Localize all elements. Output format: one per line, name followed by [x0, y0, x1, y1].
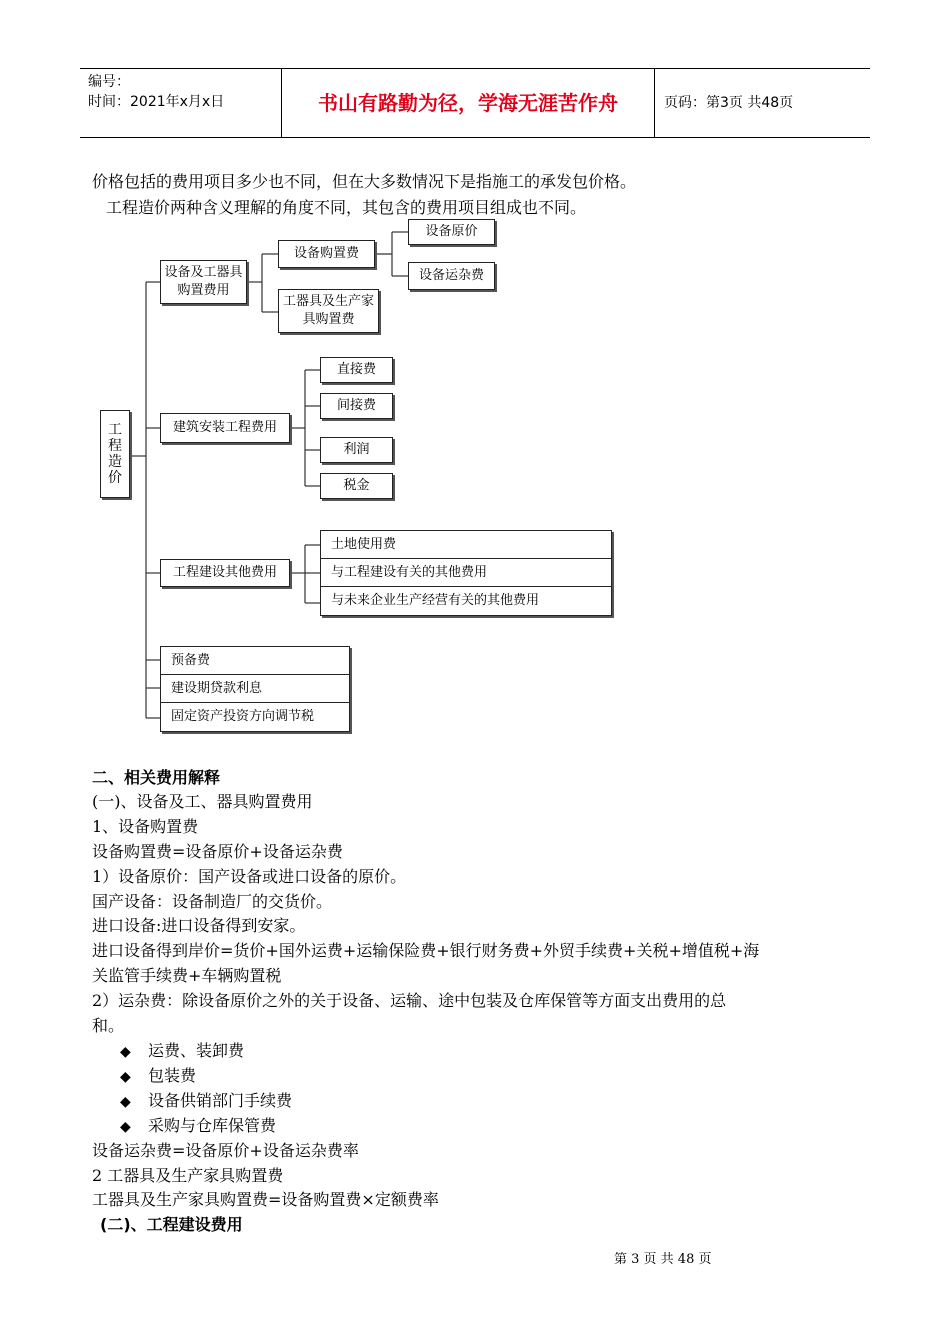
root-box: 工程造价	[100, 410, 130, 498]
number-label: 编号：	[88, 74, 130, 90]
subsection-1: (一)、设备及工、器具购置费用	[92, 792, 313, 811]
other-fees-box: 工程建设其他费用	[160, 559, 290, 587]
indirect-cost-box: 间接费	[320, 393, 393, 419]
other-fee-item: 土地使用费	[321, 531, 611, 559]
page-label: 页码：第3页 共48页	[664, 95, 794, 111]
paragraph-2: 国产设备：设备制造厂的交货价。	[92, 892, 333, 911]
other-fees-list	[320, 530, 612, 616]
intro-line-1: 价格包括的费用项目多少也不同，但在大多数情况下是指施工的承发包价格。	[92, 172, 637, 191]
time-label: 时间：2021年x月x日	[88, 94, 225, 110]
paragraph-1: 1）设备原价：国产设备或进口设备的原价。	[92, 867, 407, 886]
reserve-list	[160, 646, 350, 732]
paragraph-5b: 和。	[92, 1016, 125, 1035]
purchase-box: 设备购置费	[278, 240, 375, 268]
motto: 书山有路勤为径，学海无涯苦作舟	[282, 69, 655, 137]
diamond-bullet-icon: ◆	[120, 1044, 131, 1060]
subsection-2: (二)、工程建设费用	[100, 1215, 243, 1234]
formula-3: 工器具及生产家具购置费=设备购置费×定额费率	[92, 1190, 439, 1209]
formula-2: 设备运杂费=设备原价+设备运杂费率	[92, 1141, 359, 1160]
item-2: 2 工器具及生产家具购置费	[92, 1166, 284, 1185]
tools-box: 工器具及生产家具购置费	[278, 289, 379, 333]
formula-1: 设备购置费=设备原价+设备运杂费	[92, 842, 343, 861]
bullet-item: ◆ 采购与仓库保管费	[120, 1114, 276, 1139]
bullet-item: ◆ 包装费	[120, 1064, 196, 1089]
other-fee-item: 与未来企业生产经营有关的其他费用	[331, 593, 540, 608]
paragraph-5a: 2）运杂费：除设备原价之外的关于设备、运输、途中包装及仓库保管等方面支出费用的总	[92, 991, 727, 1010]
transport-fee-box: 设备运杂费	[408, 262, 495, 290]
section-heading: 二、相关费用解释	[92, 768, 221, 787]
other-fee-item: 与工程建设有关的其他费用	[321, 559, 611, 587]
reserve-item: 预备费	[161, 647, 349, 675]
diamond-bullet-icon: ◆	[120, 1069, 131, 1085]
paragraph-3: 进口设备:进口设备得到安家。	[92, 916, 306, 935]
diamond-bullet-icon: ◆	[120, 1119, 131, 1135]
item-1: 1、设备购置费	[92, 817, 199, 836]
construction-box: 建筑安装工程费用	[160, 413, 290, 443]
paragraph-4b: 关监管手续费+车辆购置税	[92, 966, 282, 985]
bullet-item: ◆ 运费、装卸费	[120, 1039, 244, 1064]
bullet-item: ◆ 设备供销部门手续费	[120, 1089, 292, 1114]
reserve-item: 建设期贷款利息	[161, 675, 349, 703]
reserve-item: 固定资产投资方向调节税	[171, 709, 315, 724]
equipment-box: 设备及工器具购置费用	[160, 260, 247, 304]
direct-cost-box: 直接费	[320, 357, 393, 383]
profit-box: 利润	[320, 437, 393, 463]
paragraph-4a: 进口设备得到岸价=货价+国外运费+运输保险费+银行财务费+外贸手续费+关税+增值税+海	[92, 941, 760, 960]
intro-line-2: 工程造价两种含义理解的角度不同，其包含的费用项目组成也不同。	[106, 198, 587, 217]
page-footer: 第 3 页 共 48 页	[614, 1252, 712, 1267]
diamond-bullet-icon: ◆	[120, 1094, 131, 1110]
tax-box: 税金	[320, 473, 393, 499]
original-price-box: 设备原价	[408, 219, 495, 245]
